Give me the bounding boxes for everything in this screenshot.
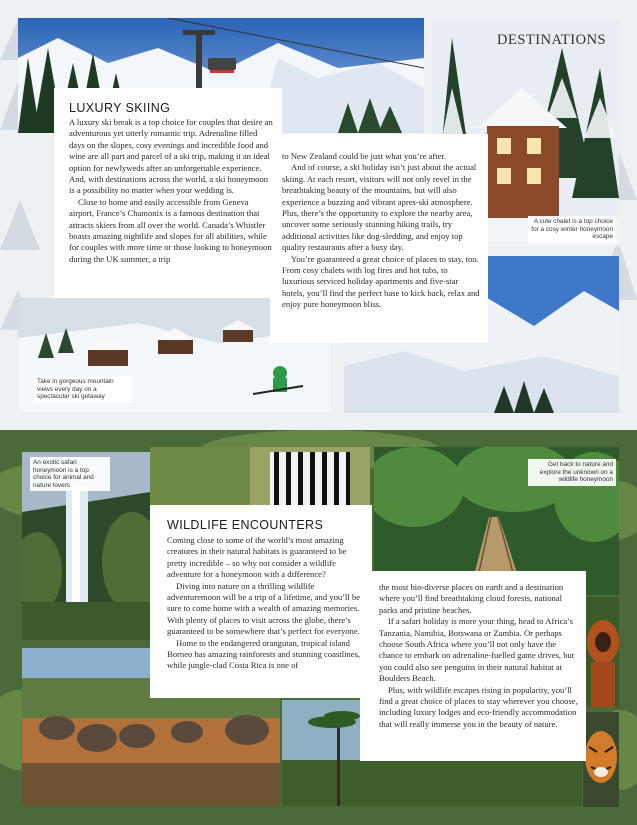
skiing-paragraph: And of course, a ski holiday isn’t just about the actual skiing. At each resort, visitors will not only revel in the breathtaking beauty of the mountains, but will also experience a buzzing and vibrant apres-ski atmosphere. Plus, there’s the opportunity to explore the nearby area, uncover some seriously stunning hiking trails, try additional activities like dog-sledding, and enjoy top quality restaurants after a busy day. — [282, 162, 477, 253]
wildlife-paragraph: the most bio-diverse places on earth and a destination where you’ll find breathtaking cloud forests, national parks and pristine beaches. — [379, 582, 564, 615]
wildlife-paragraph: If a safari holiday is more your thing, head to Africa’s Tanzania, Namibia, Botswana or Zambia. Or perhaps choose South Africa where you’ll not only have the chance to embark on adrenaline-fuelled game drives, but you could also see penguins in their natural habitat at Boulders Beach. — [379, 616, 575, 684]
wildlife-column-2 — [379, 582, 579, 730]
section-title: DESTINATIONS — [497, 32, 607, 48]
wildlife-paragraph: Diving into nature on a thrilling wildlife adventuremoon will be a trip of a lifetime, and you’ll be sure to come home with a wealth of amazing memories. With plenty of places to visit across the globe, there’s guaranteed to be somewhere that’s perfect for everyone. — [167, 580, 361, 637]
wildlife-paragraph: Coming close to some of the world’s most amazing creatures in their natural habitats is guaranteed to be pretty incredible – so why not consider a wildlife adventure for a honeymoon with a difference? — [167, 535, 347, 580]
mountain-caption: Take in gorgeous mountain views every day on a spectacular ski getaway — [34, 376, 132, 403]
wildlife-heading: WILDLIFE ENCOUNTERS — [167, 518, 324, 532]
wildlife-paragraph: Home to the endangered orangutan, tropical island Borneo has amazing rainforests and stunning coastlines, while jungle-clad Costa Rica is one of — [167, 637, 361, 671]
skiing-column-2 — [282, 151, 481, 311]
skiing-paragraph: A luxury ski break is a top choice for couples that desire an adventurous yet utterly romantic trip. Adrenaline filled days on the slopes, cosy evenings and incredible food and wine are all part and parcel of a ski trip, making it an ideal option for newlyweds after an unforgettable experience. And, with destinations across the world, a ski honeymoon is a possibility no matter when your wedding is. — [69, 117, 273, 196]
skiing-paragraph: to New Zealand could be just what you’re after. — [282, 151, 446, 161]
skiing-paragraph: You’re guaranteed a great choice of places to stay, too. From cosy chalets with log fires and hot tubs, to luxurious serviced holiday apartments and five-star hotels, you’ll find the perfect base to kick back, relax and enjoy pure honeymoon bliss. — [282, 253, 480, 310]
skiing-column-1 — [69, 117, 275, 265]
safari-caption: An exotic safari honeymoon is a top choice for animal and nature lovers — [30, 457, 110, 491]
skiing-heading: LUXURY SKIING — [69, 101, 171, 115]
nature-caption: Get back to nature and explore the unknown on a wildlife honeymoon — [528, 459, 616, 486]
skiing-paragraph: Close to home and easily accessible from Geneva airport, France’s Chamonix is a famous destination that attracts skiers from all over the world. Canada’s Whistler boasts amazing nightlife and slopes for all abilities, while for couples with more time or those looking to honeymoon during the UK summer, a trip — [69, 196, 272, 264]
wildlife-paragraph: Plus, with wildlife escapes rising in popularity, you’ll find a great choice of places to stay wherever you choose, including luxury lodges and eco-friendly accommodation that will really immerse you in the beauty of nature. — [379, 684, 578, 729]
orangutan-photo — [583, 597, 619, 707]
chalet-caption: A cute chalet is a top choice for a cosy winter honeymoon escape — [528, 216, 616, 243]
page-number: 209 — [589, 795, 602, 805]
wildlife-column-1 — [167, 535, 367, 672]
tiger-photo — [583, 712, 619, 807]
zebra-photo — [150, 447, 370, 505]
